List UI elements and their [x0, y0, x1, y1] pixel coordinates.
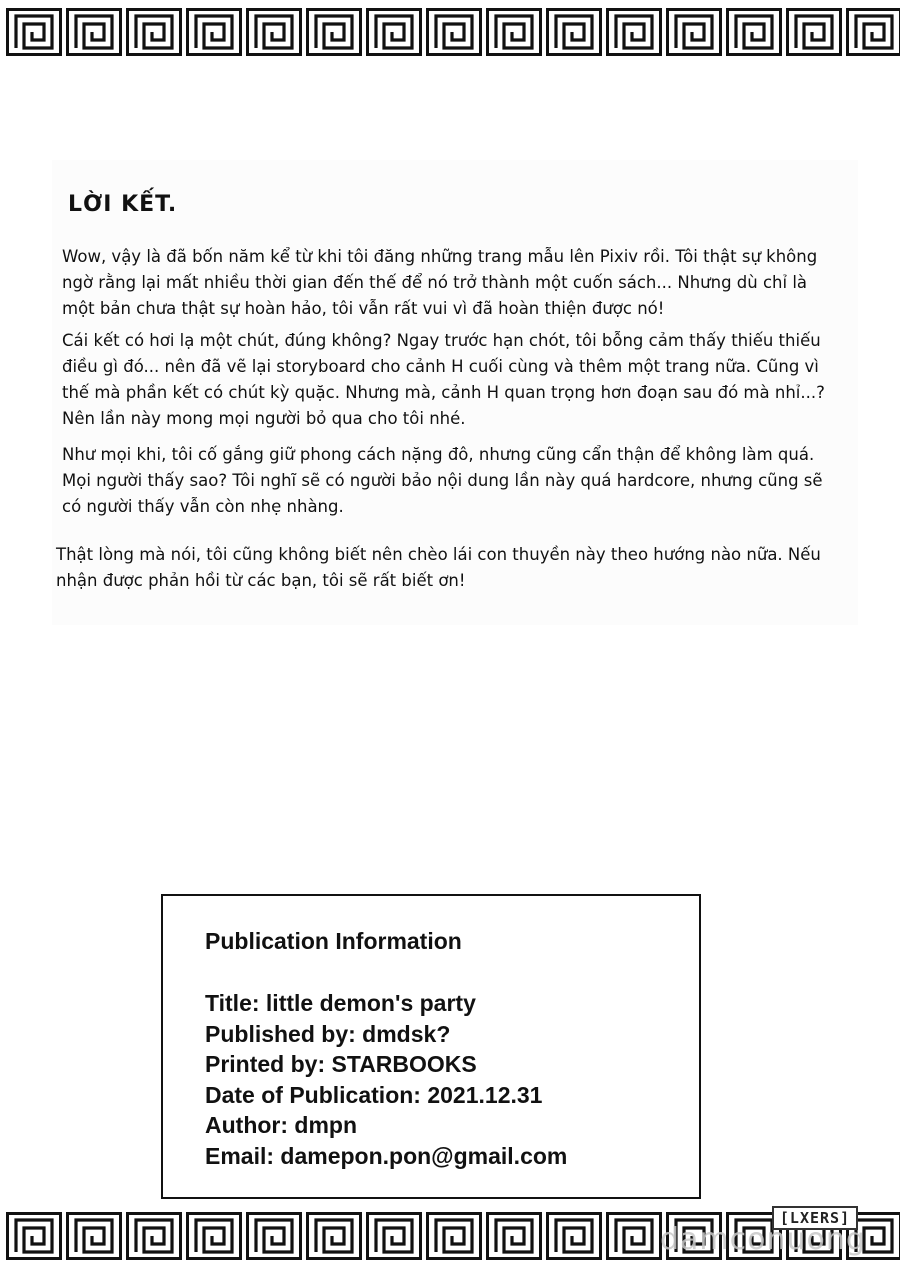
afterword-paragraph-2: Cái kết có hơi lạ một chút, đúng không? Ngay trước hạn chót, tôi bỗng cảm thấy thiếu thiếu điều gì đó... nên đã vẽ lại storyboard cho cảnh H cuối cùng và thêm một trang nữa. Cũng vì thế mà phần kết có chút kỳ quặc. Nhưng mà, cảnh H quan trọng hơn đoạn sau đó mà nhỉ...? Nên lần này mong mọi người bỏ qua cho tôi nhé. — [62, 331, 825, 428]
greek-key-icon — [666, 8, 722, 56]
greek-key-icon — [486, 1212, 542, 1260]
scanlator-stamp: [LXERS] — [772, 1206, 858, 1230]
greek-key-border-top — [0, 8, 900, 56]
greek-key-icon — [486, 8, 542, 56]
watermark-text: damconuong — [660, 1222, 866, 1257]
publication-publisher: Published by: dmdsk? — [205, 1020, 451, 1047]
greek-key-icon — [726, 8, 782, 56]
afterword-paragraph-1: Wow, vậy là đã bốn năm kể từ khi tôi đăng những trang mẫu lên Pixiv rồi. Tôi thật sự không ngờ rằng lại mất nhiều thời gian đến thế để nó trở thành một cuốn sách... Nhưng dù chỉ là một bản chưa thật sự hoàn hảo, tôi vẫn rất vui vì đã hoàn thiện được nó! — [62, 247, 818, 318]
greek-key-icon — [426, 1212, 482, 1260]
greek-key-icon — [786, 8, 842, 56]
publication-heading: Publication Information — [205, 928, 462, 954]
greek-key-icon — [126, 1212, 182, 1260]
publication-printer: Printed by: STARBOOKS — [205, 1051, 477, 1077]
greek-key-icon — [306, 1212, 362, 1260]
greek-key-icon — [186, 1212, 242, 1260]
afterword-title: LỜI KẾT. — [68, 192, 178, 217]
publication-details — [205, 988, 567, 1171]
greek-key-icon — [306, 8, 362, 56]
greek-key-icon — [246, 1212, 302, 1260]
greek-key-icon — [126, 8, 182, 56]
greek-key-icon — [606, 8, 662, 56]
afterword-paragraph-4: Thật lòng mà nói, tôi cũng không biết nên chèo lái con thuyền này theo hướng nào nữa. Nếu nhận được phản hồi từ các bạn, tôi sẽ rất biết ơn! — [56, 545, 821, 590]
greek-key-icon — [66, 1212, 122, 1260]
greek-key-icon — [246, 8, 302, 56]
greek-key-icon — [66, 8, 122, 56]
publication-author: Author: dmpn — [205, 1112, 358, 1138]
greek-key-icon — [546, 1212, 602, 1260]
greek-key-icon — [366, 1212, 422, 1260]
greek-key-icon — [6, 1212, 62, 1260]
publication-info-box — [161, 894, 701, 1199]
greek-key-icon — [6, 8, 62, 56]
publication-email: Email: damepon.pon@gmail.com — [205, 1142, 568, 1169]
greek-key-icon — [606, 1212, 662, 1260]
greek-key-icon — [846, 8, 900, 56]
publication-title: Title: little demon's party — [205, 990, 476, 1016]
greek-key-icon — [426, 8, 482, 56]
greek-key-icon — [546, 8, 602, 56]
afterword-paragraph-3: Như mọi khi, tôi cố gắng giữ phong cách nặng đô, nhưng cũng cẩn thận để không làm quá. Mọi người thấy sao? Tôi nghĩ sẽ có người bảo nội dung lần này quá hardcore, nhưng cũng sẽ có người thấy vẫn còn nhẹ nhàng. — [62, 445, 823, 516]
greek-key-icon — [366, 8, 422, 56]
greek-key-icon — [186, 8, 242, 56]
publication-date: Date of Publication: 2021.12.31 — [205, 1081, 543, 1108]
